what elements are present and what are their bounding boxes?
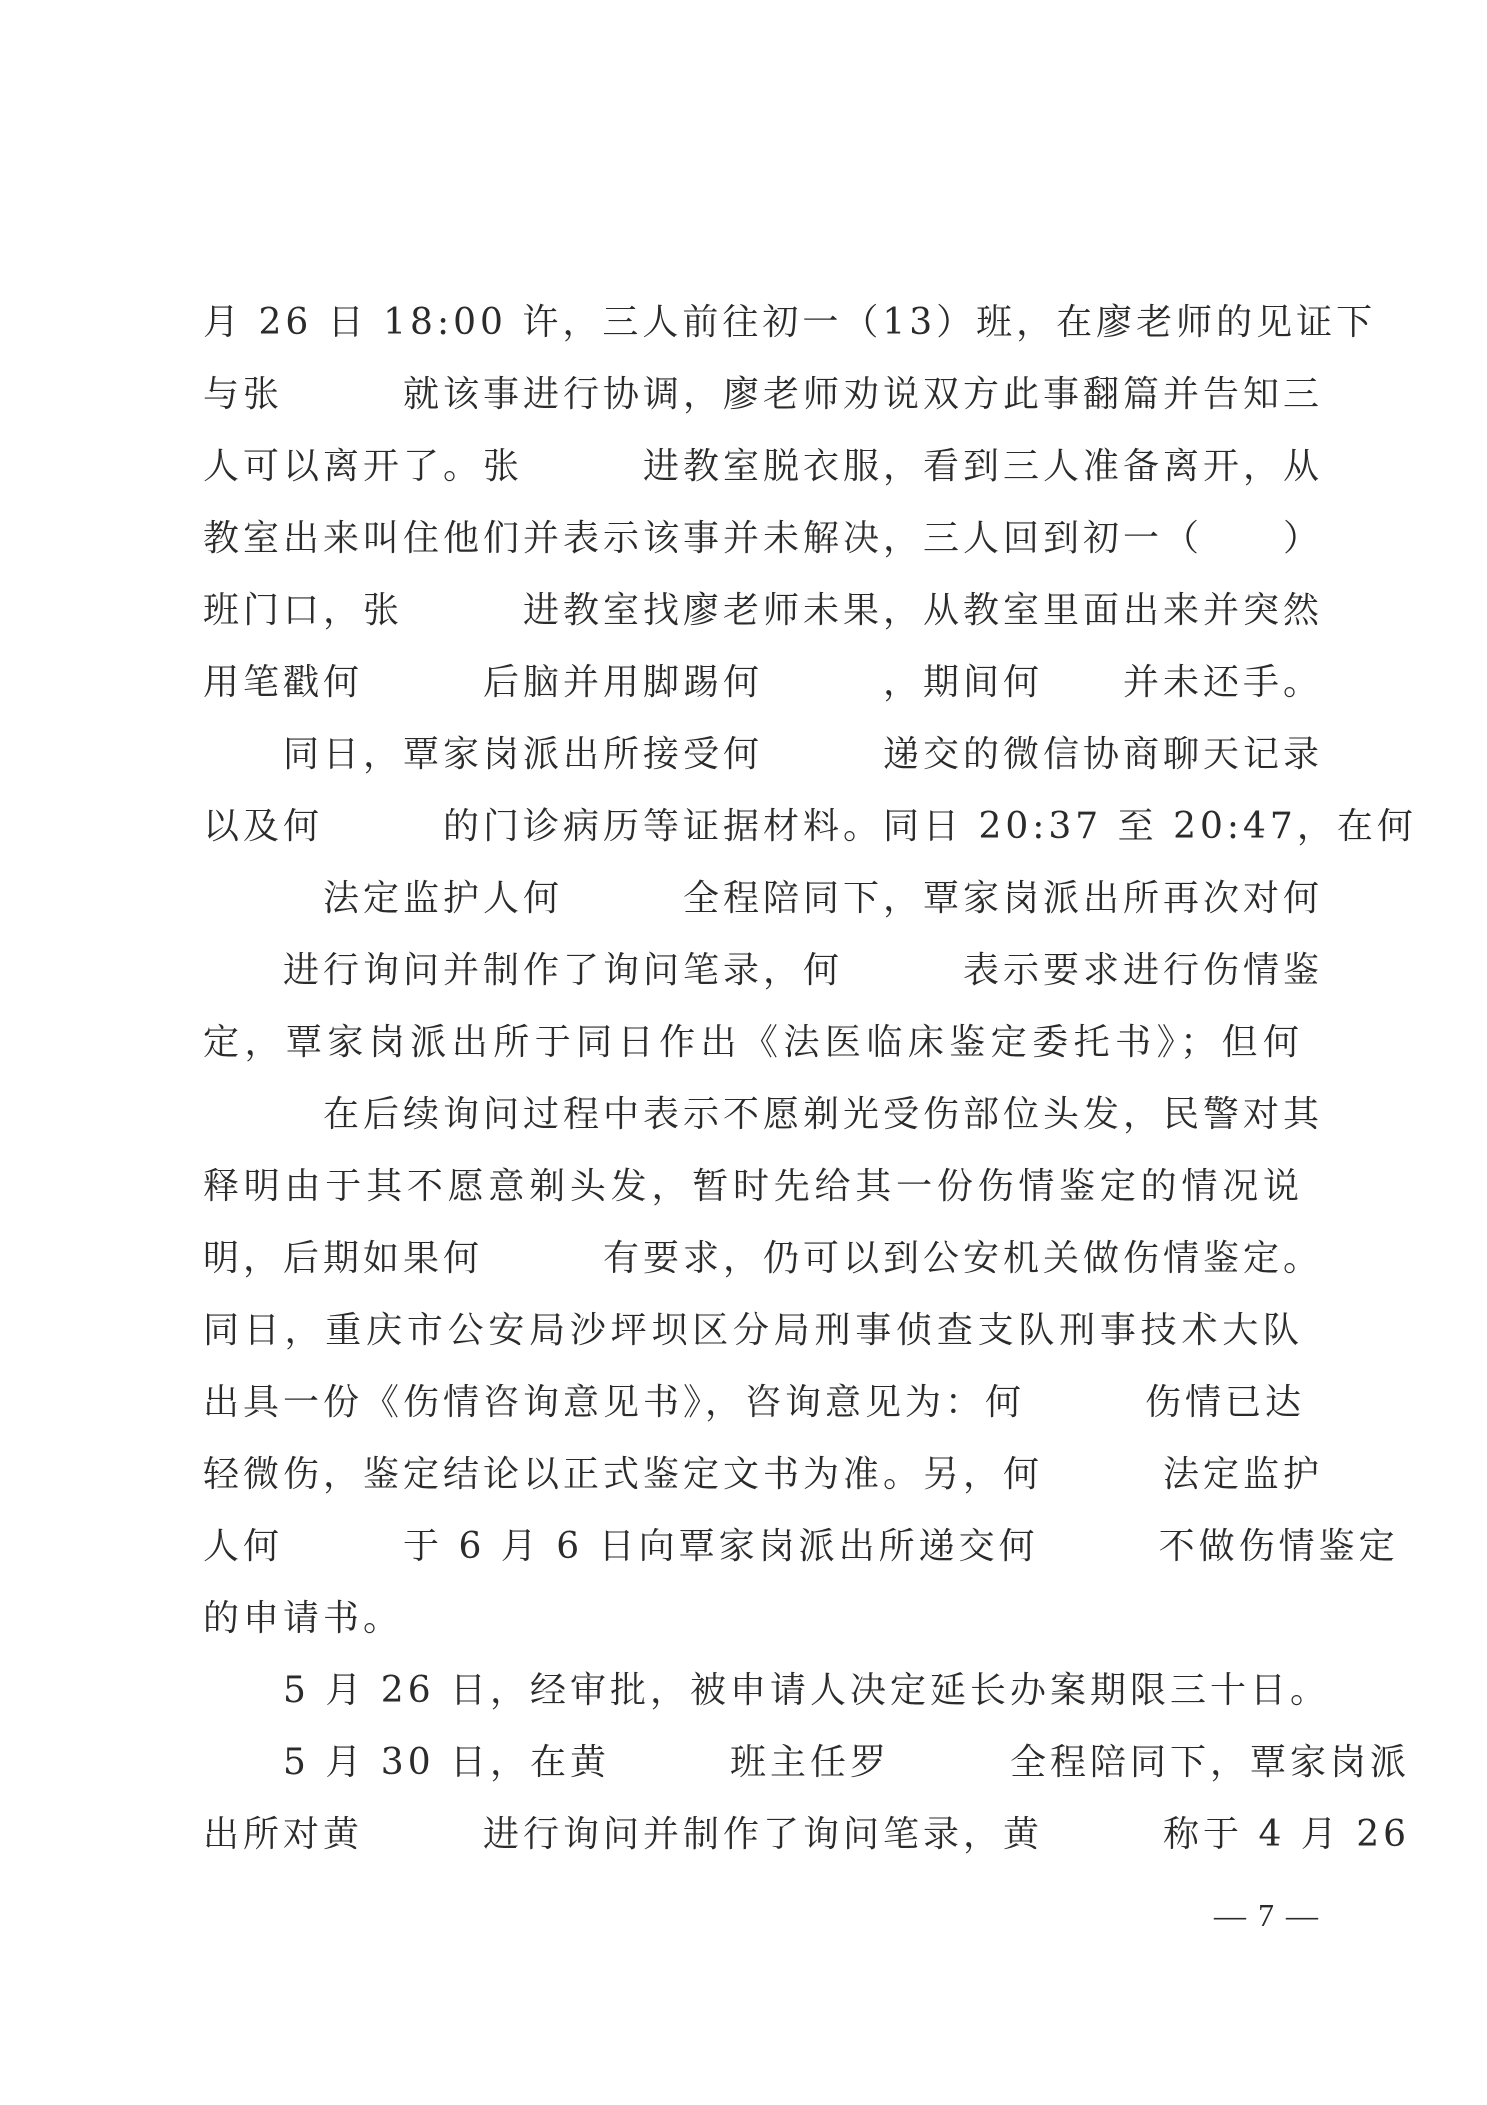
text-line: 轻微伤，鉴定结论以正式鉴定文书为准。另，何 法定监护 [203, 1454, 1324, 1495]
text-line: 月 26 日 18:00 许，三人前往初一（13）班，在廖老师的见证下 [203, 302, 1377, 343]
page-number: — 7 — [1214, 1897, 1320, 1933]
text-line: 定，覃家岗派出所于同日作出《法医临床鉴定委托书》；但何 [203, 1022, 1303, 1063]
text-line: 人何 于 6 月 6 日向覃家岗派出所递交何 不做伤情鉴定 [203, 1526, 1399, 1567]
text-line: 出具一份《伤情咨询意见书》，咨询意见为：何 伤情已达 [203, 1382, 1306, 1423]
document-body [203, 287, 1417, 1871]
text-line: 5 月 26 日，经审批，被申请人决定延长办案期限三十日。 [203, 1670, 1331, 1711]
text-line: 释明由于其不愿意剃头发，暂时先给其一份伤情鉴定的情况说 [203, 1166, 1303, 1207]
text-line: 人可以离开了。张 进教室脱衣服，看到三人准备离开，从 [203, 446, 1324, 487]
text-line: 同日，重庆市公安局沙坪坝区分局刑事侦查支队刑事技术大队 [203, 1310, 1303, 1351]
text-line: 教室出来叫住他们并表示该事并未解决，三人回到初一（ ） [203, 518, 1324, 559]
text-line: 进行询问并制作了询问笔录，何 表示要求进行伤情鉴 [203, 950, 1324, 991]
text-line: 与张 就该事进行协调，廖老师劝说双方此事翻篇并告知三 [203, 374, 1324, 415]
text-line: 出所对黄 进行询问并制作了询问笔录，黄 称于 4 月 26 [203, 1814, 1411, 1855]
text-line: 以及何 的门诊病历等证据材料。同日 20:37 至 20:47，在何 [203, 806, 1417, 847]
text-line: 用笔戳何 后脑并用脚踢何 ，期间何 并未还手。 [203, 662, 1324, 703]
text-line: 法定监护人何 全程陪同下，覃家岗派出所再次对何 [203, 878, 1324, 919]
text-line: 的申请书。 [203, 1598, 404, 1639]
text-line: 在后续询问过程中表示不愿剃光受伤部位头发，民警对其 [203, 1094, 1324, 1135]
text-line: 班门口，张 进教室找廖老师未果，从教室里面出来并突然 [203, 590, 1324, 631]
text-line: 同日，覃家岗派出所接受何 递交的微信协商聊天记录 [203, 734, 1324, 775]
text-line: 5 月 30 日，在黄 班主任罗 全程陪同下，覃家岗派 [203, 1742, 1411, 1783]
text-line: 明，后期如果何 有要求，仍可以到公安机关做伤情鉴定。 [203, 1238, 1324, 1279]
